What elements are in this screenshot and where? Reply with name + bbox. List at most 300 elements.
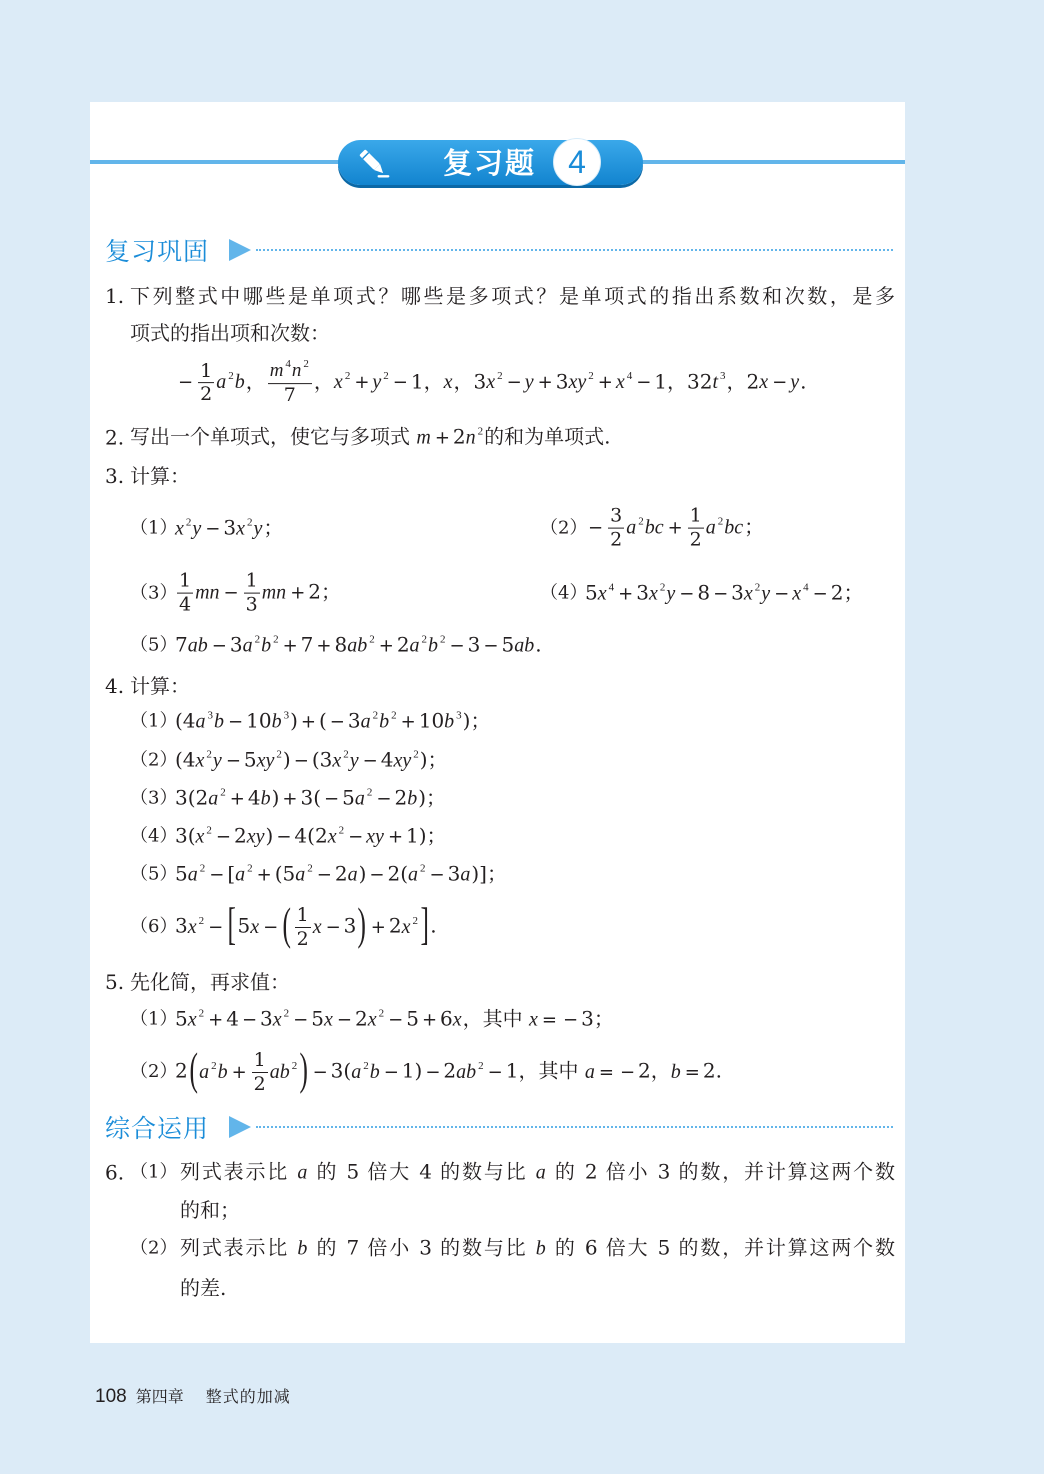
question-6-part-1 xyxy=(105,1159,895,1186)
math-text: 2( xyxy=(387,861,409,886)
superscript: 2 xyxy=(198,1007,205,1020)
math-text: 2 xyxy=(830,580,844,605)
math-operator: + xyxy=(400,711,416,733)
math-text: 4(2 xyxy=(294,823,328,848)
math-variable: ab xyxy=(269,1060,290,1083)
superscript: 2 xyxy=(754,581,761,594)
math-text: 1，其中 xyxy=(505,1058,585,1083)
math-text: 1 xyxy=(410,369,424,394)
math-text: 列式表示比 xyxy=(180,1159,298,1184)
math-operator: + xyxy=(231,1061,247,1083)
math-text: 2 xyxy=(175,1058,188,1083)
math-expression xyxy=(175,632,542,659)
math-variable: x xyxy=(597,582,607,605)
math-operator: + xyxy=(370,916,386,938)
math-expression xyxy=(175,861,507,888)
math-text: 2 xyxy=(354,1006,368,1031)
math-operator: − xyxy=(812,583,828,605)
superscript: 2 xyxy=(247,516,253,529)
math-text: . xyxy=(800,369,807,394)
math-text: 1 xyxy=(689,504,702,527)
math-operator: − xyxy=(563,1009,579,1031)
math-variable: a xyxy=(295,863,306,886)
question-text xyxy=(130,424,611,451)
math-text: 计算： xyxy=(130,464,190,488)
math-text: 3 xyxy=(610,504,623,527)
superscript: 4 xyxy=(803,581,809,594)
math-variable: x xyxy=(333,371,343,394)
superscript: 4 xyxy=(285,358,291,371)
chapter-number-badge: 4 xyxy=(553,138,601,186)
math-variable: a xyxy=(360,710,371,733)
math-text: 3( xyxy=(330,1058,352,1083)
fraction-denominator xyxy=(177,594,193,616)
math-variable: y xyxy=(349,749,359,772)
math-operator: − xyxy=(774,583,790,605)
section-divider xyxy=(256,1126,893,1128)
superscript: 2 xyxy=(378,1007,385,1020)
question-text xyxy=(180,1275,226,1301)
math-text: 1 xyxy=(253,1048,266,1071)
math-text: 1)； xyxy=(406,823,447,848)
math-operator: − xyxy=(487,1061,503,1083)
math-variable: b xyxy=(369,1060,380,1083)
big-bracket: ( xyxy=(189,1043,198,1094)
math-variable: b xyxy=(217,1060,228,1083)
math-operator: + xyxy=(667,517,683,539)
superscript: 2 xyxy=(199,862,206,875)
math-text: ) xyxy=(290,708,298,733)
superscript: 2 xyxy=(638,515,644,528)
math-variable: x xyxy=(529,1008,538,1031)
math-text: 1 xyxy=(179,569,192,592)
math-variable: ab xyxy=(514,634,535,657)
math-operator: + xyxy=(354,372,370,394)
math-text: 3( xyxy=(175,823,196,848)
fraction xyxy=(268,360,312,406)
math-text: ， xyxy=(245,369,266,394)
math-variable: x xyxy=(324,1008,333,1031)
math-text: 5 xyxy=(585,580,598,605)
math-text: . xyxy=(430,913,437,938)
math-text: 3 xyxy=(555,369,569,394)
question-3-part-3 xyxy=(130,571,341,616)
math-operator: − xyxy=(392,372,408,394)
math-variable: x xyxy=(486,371,496,394)
math-variable: m xyxy=(416,426,431,449)
math-variable: b xyxy=(271,710,282,733)
fraction-numerator xyxy=(198,361,214,384)
math-text: 3 xyxy=(229,632,243,657)
math-variable: a xyxy=(351,1060,362,1083)
math-variable: xy xyxy=(366,825,384,848)
superscript: 3 xyxy=(456,709,462,722)
question-4-part-4 xyxy=(130,823,447,850)
math-text: (4 xyxy=(175,747,196,772)
math-text: 3 xyxy=(175,913,188,938)
math-variable: b xyxy=(234,371,245,394)
section-arrow-icon xyxy=(227,1114,253,1140)
math-operator: = xyxy=(598,1061,614,1083)
math-text: 的 2 倍小 3 的数，并计算这两个数 xyxy=(546,1159,895,1184)
superscript: 2 xyxy=(497,370,503,383)
question-3-part-5 xyxy=(130,632,542,659)
math-text: 3 xyxy=(636,580,649,605)
math-text: 5 xyxy=(501,632,515,657)
math-operator: − xyxy=(383,1061,399,1083)
superscript: 2 xyxy=(307,862,313,875)
chapter-label: 第四章 xyxy=(135,1387,184,1406)
math-operator: + xyxy=(282,788,298,810)
superscript: 2 xyxy=(185,516,192,529)
math-variable: ab xyxy=(187,634,208,657)
math-text: )； xyxy=(419,747,448,772)
section-divider xyxy=(256,249,893,251)
big-bracket: ] xyxy=(420,898,429,949)
superscript: 2 xyxy=(273,633,279,646)
math-expression xyxy=(175,571,341,616)
question-6-part-1-continuation xyxy=(180,1197,240,1223)
math-operator: − xyxy=(329,711,345,733)
math-operator: − xyxy=(209,864,225,886)
superscript: 3 xyxy=(207,709,214,722)
math-operator: − xyxy=(312,1061,328,1083)
superscript: 2 xyxy=(283,1007,290,1020)
math-text: (5 xyxy=(274,861,296,886)
math-operator: − xyxy=(336,1009,352,1031)
math-text: 32 xyxy=(687,369,713,394)
math-variable: t xyxy=(712,371,719,394)
superscript: 2 xyxy=(440,633,446,646)
section-heading-apply: 综合运用 xyxy=(105,1114,210,1143)
question-text xyxy=(180,1235,895,1262)
math-variable: y xyxy=(524,371,534,394)
question-number: 1. xyxy=(105,284,125,308)
page-number: 108 xyxy=(95,1386,127,1407)
math-variable: xy xyxy=(568,371,587,394)
math-variable: a xyxy=(408,863,419,886)
math-text: 1 xyxy=(296,903,309,926)
math-text: 2 xyxy=(334,861,348,886)
math-operator: + xyxy=(229,788,245,810)
math-operator: − xyxy=(588,517,604,539)
math-text: ) xyxy=(265,823,274,848)
math-text: 2 xyxy=(200,383,213,406)
math-variable: y xyxy=(253,517,263,540)
superscript: 2 xyxy=(303,358,309,371)
math-operator: − xyxy=(316,864,332,886)
math-variable: a xyxy=(195,710,206,733)
math-operator: + xyxy=(290,582,306,604)
math-text: 3 xyxy=(245,593,258,616)
math-variable: x xyxy=(401,915,411,938)
question-5 xyxy=(105,969,290,995)
math-operator: − xyxy=(241,1009,258,1031)
math-operator: + xyxy=(434,427,450,449)
math-operator: + xyxy=(597,372,613,394)
math-operator: − xyxy=(425,1061,441,1083)
superscript: 2 xyxy=(477,425,484,438)
math-text: 的 5 倍大 4 的数与比 xyxy=(308,1159,536,1184)
math-variable: x xyxy=(759,371,769,394)
question-4-part-3 xyxy=(130,785,446,812)
question-1-continuation xyxy=(130,320,330,346)
math-text: 3( xyxy=(300,785,322,810)
math-expression xyxy=(175,823,447,850)
math-expression xyxy=(175,785,446,812)
part-label: （2） xyxy=(130,749,178,771)
fraction xyxy=(177,571,193,616)
math-variable: a xyxy=(216,371,227,394)
math-text: 2. xyxy=(702,1058,722,1083)
math-text: )； xyxy=(418,785,446,810)
math-operator: − xyxy=(636,372,652,394)
math-text: 7 xyxy=(283,384,296,406)
math-text: 的和； xyxy=(180,1198,240,1222)
math-variable: x xyxy=(648,582,658,605)
pencil-icon xyxy=(354,144,392,182)
part-label: （1） xyxy=(130,1008,178,1030)
math-text: 5 xyxy=(311,1006,324,1031)
part-label: （2） xyxy=(130,1237,178,1259)
math-variable: bc xyxy=(644,516,664,539)
superscript: 4 xyxy=(608,581,615,594)
math-expression xyxy=(175,708,490,735)
math-variable: x xyxy=(195,825,205,848)
superscript: 2 xyxy=(372,709,379,722)
math-operator: − xyxy=(388,1009,404,1031)
fraction-denominator xyxy=(252,1073,268,1095)
math-text: 7 xyxy=(175,632,188,657)
part-label: （4） xyxy=(540,582,588,604)
math-text: ，其中 xyxy=(462,1006,530,1031)
math-variable: x xyxy=(250,915,260,938)
math-text: 1 xyxy=(200,359,213,382)
superscript: 2 xyxy=(254,633,261,646)
math-text: 写出一个单项式，使它与多项式 xyxy=(130,424,417,449)
math-variable: mn xyxy=(261,581,287,604)
superscript: 2 xyxy=(343,748,349,761)
math-text: (4 xyxy=(175,708,196,733)
fraction xyxy=(295,905,311,950)
section-heading-review: 复习巩固 xyxy=(105,237,210,266)
math-text: ； xyxy=(321,579,342,604)
math-text: (3 xyxy=(311,747,333,772)
math-text: 2 xyxy=(253,1072,266,1095)
math-operator: − xyxy=(369,864,385,886)
question-text xyxy=(130,673,190,699)
math-expression xyxy=(585,506,764,551)
question-4-part-5 xyxy=(130,861,507,888)
math-variable: xy xyxy=(246,825,265,848)
math-text: 1 xyxy=(654,369,668,394)
math-variable: x xyxy=(443,371,453,394)
question-5-part-2 xyxy=(130,1043,722,1095)
math-operator: = xyxy=(684,1061,700,1083)
part-label: （4） xyxy=(130,825,178,847)
math-variable: y xyxy=(372,371,382,394)
big-bracket: ) xyxy=(299,1043,309,1094)
superscript: 2 xyxy=(206,824,212,837)
math-operator: − xyxy=(208,916,224,938)
math-variable: a xyxy=(460,863,471,886)
math-variable: b xyxy=(444,710,455,733)
superscript: 2 xyxy=(420,862,426,875)
math-text: 2 xyxy=(388,913,402,938)
math-variable: b xyxy=(260,787,271,810)
math-operator: + xyxy=(282,635,298,657)
math-text: 10 xyxy=(246,708,272,733)
math-operator: − xyxy=(449,635,465,657)
fraction-numerator xyxy=(268,360,312,384)
fraction-numerator xyxy=(295,905,311,928)
math-text: 列式表示比 xyxy=(180,1235,298,1260)
math-text: 的和为单项式. xyxy=(484,424,611,449)
math-text: 3(2 xyxy=(175,785,209,810)
math-expression xyxy=(175,360,807,406)
math-text: 先化简，再求值： xyxy=(130,970,290,994)
math-text: 2， xyxy=(638,1058,671,1083)
math-variable: m xyxy=(269,360,284,382)
math-variable: x xyxy=(615,371,625,394)
math-text: 10 xyxy=(418,708,445,733)
big-bracket: [ xyxy=(227,898,237,949)
fraction-denominator xyxy=(295,928,311,950)
math-variable: x xyxy=(272,1008,282,1031)
superscript: 2 xyxy=(659,581,666,594)
math-variable: y xyxy=(212,749,222,772)
math-variable: x xyxy=(332,749,342,772)
superscript: 2 xyxy=(421,633,428,646)
big-bracket: ) xyxy=(357,898,367,949)
math-text: 1) xyxy=(401,1058,423,1083)
fraction-denominator xyxy=(282,384,298,406)
math-operator: + xyxy=(378,635,394,657)
math-operator: − xyxy=(293,750,309,772)
math-text: ， xyxy=(726,369,747,394)
math-text: ； xyxy=(744,514,765,539)
math-variable: n xyxy=(465,426,476,449)
question-5-part-1 xyxy=(130,1006,614,1033)
math-operator: + xyxy=(316,635,332,657)
math-variable: n xyxy=(291,360,302,382)
superscript: 2 xyxy=(478,1059,484,1072)
math-variable: a xyxy=(187,863,198,886)
math-text: )； xyxy=(462,708,491,733)
math-variable: x xyxy=(327,825,337,848)
math-text: 3 xyxy=(223,515,237,540)
math-operator: + xyxy=(208,1009,224,1031)
page-footer xyxy=(95,1384,291,1408)
math-variable: ab xyxy=(347,634,368,657)
fraction-numerator xyxy=(177,571,193,594)
math-variable: b xyxy=(297,1237,308,1260)
math-operator: − xyxy=(205,518,221,540)
math-operator: − xyxy=(619,1061,636,1083)
math-text: 5 xyxy=(243,747,257,772)
math-variable: y xyxy=(761,582,771,605)
fraction xyxy=(244,571,260,616)
math-text: 2 xyxy=(296,927,309,950)
math-text: 下列整式中哪些是单项式？哪些是多项式？是单项式的指出系数和次数，是多 xyxy=(130,284,895,308)
superscript: 2 xyxy=(717,515,724,528)
math-operator: − xyxy=(506,372,522,394)
superscript: 3 xyxy=(283,709,290,722)
math-text: 2 xyxy=(234,823,247,848)
math-variable: b xyxy=(379,710,390,733)
part-label: （1） xyxy=(130,710,178,732)
question-number: 4. xyxy=(105,674,125,698)
math-text: 5 xyxy=(406,1006,419,1031)
superscript: 2 xyxy=(291,1059,298,1072)
math-variable: a xyxy=(584,1060,595,1083)
superscript: 2 xyxy=(383,370,389,383)
part-label: （6） xyxy=(130,916,178,938)
math-text: 项式的指出项和次数： xyxy=(130,321,330,345)
math-text: 7 xyxy=(300,632,314,657)
math-text: 2 xyxy=(443,1058,457,1083)
fraction-denominator xyxy=(688,529,704,551)
math-operator: − xyxy=(348,826,364,848)
superscript: 2 xyxy=(276,748,282,761)
superscript: 2 xyxy=(391,709,397,722)
math-expression xyxy=(175,747,448,774)
question-1 xyxy=(105,283,895,309)
question-1-expressions xyxy=(175,360,807,406)
math-text: ， xyxy=(453,369,474,394)
math-operator: − xyxy=(772,372,788,394)
math-expression xyxy=(175,1006,614,1033)
question-6-part-2 xyxy=(130,1235,895,1262)
math-operator: = xyxy=(541,1009,557,1031)
big-bracket: ( xyxy=(282,898,292,949)
math-text: 的差. xyxy=(180,1276,227,1300)
superscript: 2 xyxy=(228,370,234,383)
part-label: （2） xyxy=(130,1061,178,1083)
math-variable: a xyxy=(705,516,716,539)
section-arrow-icon xyxy=(227,237,253,263)
math-variable: x xyxy=(367,1008,377,1031)
math-variable: xy xyxy=(393,749,412,772)
math-variable: a xyxy=(235,863,246,886)
math-variable: x xyxy=(195,749,205,772)
math-text: 5 xyxy=(175,1006,188,1031)
math-text: 5 xyxy=(175,861,188,886)
question-2 xyxy=(105,424,611,451)
superscript: 2 xyxy=(247,862,253,875)
question-3-part-1 xyxy=(130,515,283,542)
math-operator: − xyxy=(293,1009,309,1031)
math-text: 2 xyxy=(689,528,702,551)
superscript: 2 xyxy=(198,914,205,927)
math-operator: − xyxy=(483,635,499,657)
question-4 xyxy=(105,673,190,699)
question-4-part-2 xyxy=(130,747,448,774)
fraction-numerator xyxy=(244,571,260,594)
fraction-denominator xyxy=(198,384,214,406)
question-3-part-2 xyxy=(540,506,764,551)
math-text: 2 xyxy=(396,632,410,657)
math-text: ( xyxy=(318,708,327,733)
fraction-numerator xyxy=(252,1050,268,1073)
math-operator: + xyxy=(256,864,272,886)
part-label: （3） xyxy=(130,787,178,809)
math-operator: + xyxy=(618,583,634,605)
question-number: 5. xyxy=(105,970,125,994)
math-operator: − xyxy=(178,372,194,394)
math-variable: a xyxy=(199,1060,210,1083)
math-variable: b xyxy=(261,634,272,657)
